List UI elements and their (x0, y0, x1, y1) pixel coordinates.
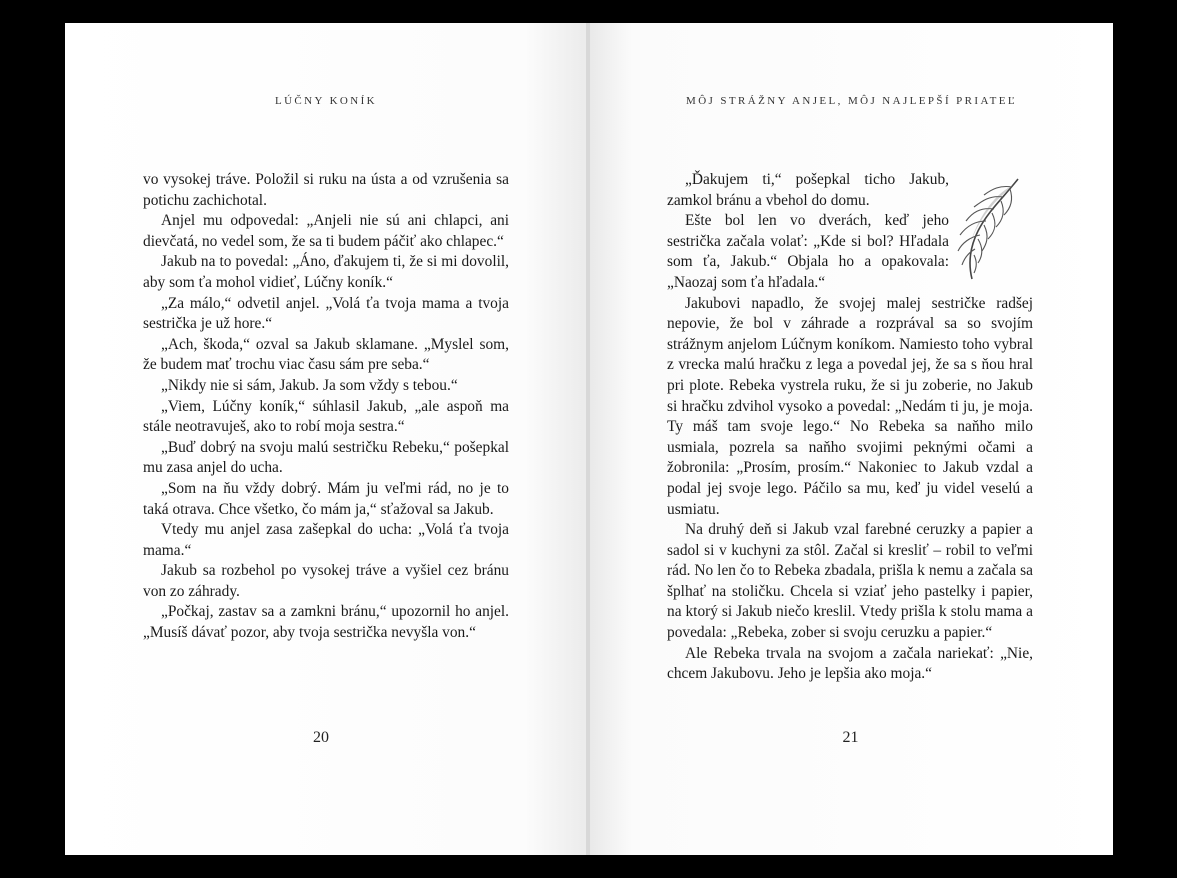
paragraph: „Nikdy nie si sám, Jakub. Ja som vždy s tebou.“ (161, 376, 458, 394)
paragraph: „Som na ňu vždy dobrý. Mám ju veľmi rád, no je to taká otrava. Chce všetko, čo mám ja,“ sťažoval sa Jakub. (143, 479, 509, 518)
paragraph: Anjel mu odpovedal: „Anjeli nie sú ani chlapci, ani dievčatá, no vedel som, že sa ti budem páčiť ako chlapec.“ (143, 212, 509, 250)
running-head-left: LÚČNY KONÍK (274, 95, 378, 107)
paragraph: „Viem, Lúčny koník,“ súhlasil Jakub, „ale aspoň ma stále neotravuješ, ako to robí moja sestra.“ (143, 397, 509, 436)
page-number-right: 21 (842, 729, 859, 746)
left-page-text (143, 170, 509, 644)
paragraph: Ešte bol len vo dverách, keď jeho sestrička začala volať: „Kde si bol? Hľadala som ťa, Jakub.“ Objala ho a opakovala: „Naozaj som ťa hľadala.“ (667, 212, 949, 291)
paragraph: „Za málo,“ odvetil anjel. „Volá ťa tvoja mama a tvoja sestrička je už hore.“ (143, 294, 509, 333)
paragraph: Na druhý deň si Jakub vzal farebné ceruzky a papier a sadol si v kuchyni za stôl. Začal si kresliť – robil to veľmi rád. No len čo to Rebeka zbadala, prišla k nemu a začala sa šplhať na stoličku. Chcela si vziať jeho pastelky i papier, na ktorý si Jakub niečo kreslil. Vtedy prišla k stolu mama a povedala: „Rebeka, zober si svoju ceruzku a papier.“ (667, 521, 1033, 642)
paragraph: „Počkaj, zastav sa a zamkni bránu,“ upozornil ho anjel. „Musíš dávať pozor, aby tvoja sestrička nevyšla von.“ (143, 603, 509, 642)
paragraph: Ale Rebeka trvala na svojom a začala nariekať: „Nie, chcem Jakubovu. Jeho je lepšia ako moja.“ (667, 644, 1033, 683)
paragraph: Vtedy mu anjel zasa zašepkal do ucha: „Volá ťa tvoja mama.“ (143, 521, 509, 559)
paragraph: Jakub sa rozbehol po vysokej tráve a vyšiel cez bránu von zo záhrady. (143, 562, 509, 600)
running-head-right: MÔJ STRÁŽNY ANJEL, MÔJ NAJLEPŠÍ PRIATEĽ (686, 95, 1017, 107)
paragraph: vo vysokej tráve. Položil si ruku na ústa a od vzrušenia sa potichu zachichotal. (143, 171, 509, 209)
paragraph: Jakub na to povedal: „Áno, ďakujem ti, že si mi dovolil, aby som ťa mohol vidieť, Lúčny koník.“ (143, 253, 509, 291)
feather-icon (948, 175, 1026, 285)
paragraph: „Buď dobrý na svoju malú sestričku Rebeku,“ pošepkal mu zasa anjel do ucha. (143, 438, 509, 477)
paragraph: Jakubovi napadlo, že svojej malej sestričke radšej nepovie, že bol v záhrade a rozprával sa so svojím strážnym anjelom Lúčnym koníkom. Namiesto toho vybral z vrecka malú hračku z lega a povedal jej, že sa s ňou hral pri plote. Rebeka vystrela ruku, že si ju zoberie, no Jakub si hračku zdvihol vysoko a povedal: „Nedám ti ju, je moja. Ty máš tam svoje lego.“ No Rebeka sa naňho milo usmiala, pozrela sa naňho svojimi peknými očami a žobronila: „Prosím, prosím.“ Nakoniec to Jakub vzdal a podal jej svoje lego. Páčilo sa mu, keď ju videl veselú a usmiatu. (667, 294, 1033, 518)
right-page (590, 23, 1113, 855)
paragraph: „Ďakujem ti,“ pošepkal ticho Jakub, zamkol bránu a vbehol do domu. (667, 171, 949, 209)
left-page (65, 23, 587, 855)
page-number-left: 20 (313, 729, 329, 746)
paragraph: „Ach, škoda,“ ozval sa Jakub sklamane. „Myslel som, že budem mať trochu viac času sám pre seba.“ (143, 335, 509, 374)
